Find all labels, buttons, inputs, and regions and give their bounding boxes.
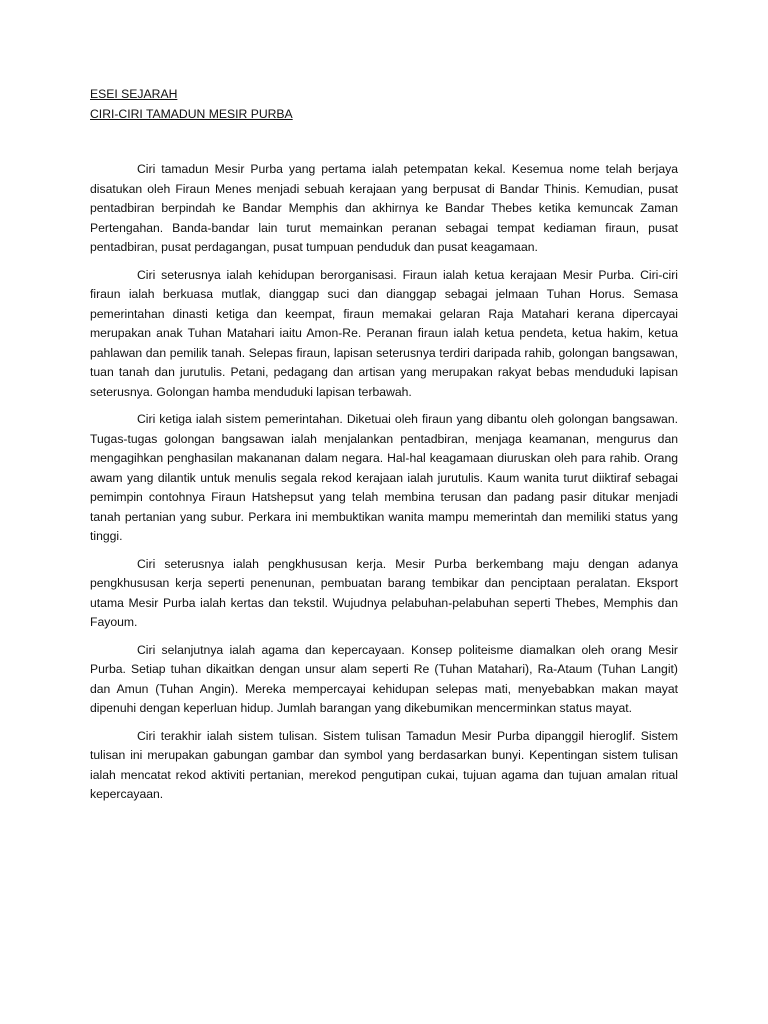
paragraph-5: Ciri selanjutnya ialah agama dan kepercayaan. Konsep politeisme diamalkan oleh orang Mesir Purba. Setiap tuhan dikaitkan dengan unsur alam seperti Re (Tuhan Matahari), Ra-Ataum (Tuhan Langit) dan Amun (Tuhan Angin). Mereka mempercayai kehidupan selepas mati, menyebabkan makan mayat dipenuhi dengan keperluan hidup. Jumlah barangan yang dikebumikan mencerminkan status mayat. bbox=[90, 642, 678, 715]
document-heading-subject: ESEI SEJARAH bbox=[90, 87, 178, 101]
paragraph-4: Ciri seterusnya ialah pengkhususan kerja. Mesir Purba berkembang maju dengan adanya pengkhususan kerja seperti penenunan, pembuatan barang tembikar dan penciptaan peralatan. Eksport utama Mesir Purba ialah kertas dan tekstil. Wujudnya pelabuhan-pelabuhan seperti Thebes, Memphis dan Fayoum. bbox=[90, 556, 678, 629]
paragraph-1: Ciri tamadun Mesir Purba yang pertama ialah petempatan kekal. Kesemua nome telah berjaya disatukan oleh Firaun Menes menjadi sebuah kerajaan yang berpusat di Bandar Thinis. Kemudian, pusat pentadbiran berpindah ke Bandar Memphis dan akhirnya ke Bandar Thebes ketika kemuncak Zaman Pertengahan. Banda-bandar lain turut memainkan peranan sebagai tempat kediaman firaun, pusat pentadbiran, pusat perdagangan, pusat tumpuan penduduk dan pusat keagamaan. bbox=[90, 162, 678, 254]
paragraph-3: Ciri ketiga ialah sistem pemerintahan. Diketuai oleh firaun yang dibantu oleh golongan bangsawan. Tugas-tugas golongan bangsawan ialah menjalankan pentadbiran, menjaga keamanan, mengurus dan mengagihkan penghasilan makananan dalam negara. Hal-hal keagamaan diuruskan oleh para rahib. Orang awam yang dilantik untuk menulis segala rekod kerajaan ialah jurutulis. Kaum wanita turut diiktiraf sebagai pemimpin contohnya Firaun Hatshepsut yang telah membina terusan dan padang pasir ditukar menjadi tanah pertanian yang subur. Perkara ini membuktikan wanita mampu memerintah dan memiliki status yang tinggi. bbox=[90, 412, 678, 543]
paragraph-6: Ciri terakhir ialah sistem tulisan. Sistem tulisan Tamadun Mesir Purba dipanggil hieroglif. Sistem tulisan ini merupakan gabungan gambar dan symbol yang berdasarkan bunyi. Kepentingan sistem tulisan ialah mencatat rekod aktiviti pertanian, merekod pengutipan cukai, tujuan agama dan tujuan amalan ritual kepercayaan. bbox=[90, 728, 678, 801]
document-body bbox=[90, 85, 678, 813]
document-title: CIRI-CIRI TAMADUN MESIR PURBA bbox=[90, 106, 293, 121]
heading-spacer bbox=[90, 124, 678, 160]
paragraph-2: Ciri seterusnya ialah kehidupan berorganisasi. Firaun ialah ketua kerajaan Mesir Purba. Ciri-ciri firaun ialah berkuasa mutlak, dianggap suci dan dianggap sebagai jelmaan Tuhan Horus. Semasa pemerintahan dinasti ketiga dan keempat, firaun memakai gelaran Raja Matahari kerana dipercayai merupakan anak Tuhan Matahari iaitu Amon-Re. Peranan firaun ialah ketua pendeta, ketua hakim, ketua pahlawan dan pemilik tanah. Selepas firaun, lapisan seterusnya terdiri daripada rahib, golongan bangsawan, tuan tanah dan jurutulis. Petani, pedagang dan artisan yang merupakan rakyat bebas menduduki lapisan seterusnya. Golongan hamba menduduki lapisan terbawah. bbox=[90, 267, 678, 399]
